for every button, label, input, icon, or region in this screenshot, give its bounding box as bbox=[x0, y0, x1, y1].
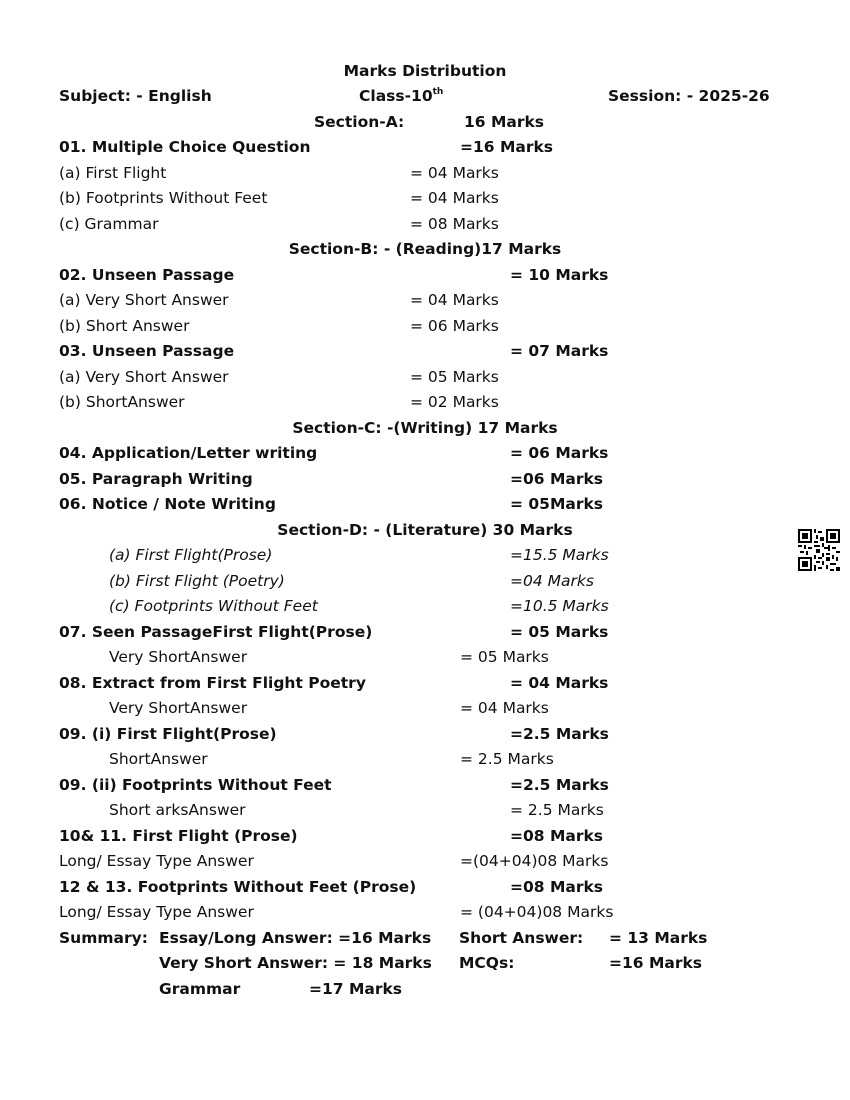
q3-item-b-marks: = 02 Marks bbox=[410, 393, 499, 411]
d-split-c-marks: =10.5 Marks bbox=[510, 597, 609, 615]
q10-sub: Long/ Essay Type Answer bbox=[59, 852, 254, 870]
q4-label: 04. Application/Letter writing bbox=[59, 444, 318, 462]
summary-grammar-marks: =17 Marks bbox=[309, 980, 403, 998]
q8-sub-marks: = 04 Marks bbox=[460, 699, 549, 717]
summary-mcq-label: MCQs: bbox=[459, 954, 515, 972]
q9ii-sub-marks: = 2.5 Marks bbox=[510, 801, 604, 819]
q9i-marks: =2.5 Marks bbox=[510, 725, 609, 743]
summary-short-marks: = 13 Marks bbox=[609, 929, 708, 947]
q2-item-a-marks: = 04 Marks bbox=[410, 291, 499, 309]
subject-label: Subject: - English bbox=[59, 87, 212, 105]
q2-item-a: (a) Very Short Answer bbox=[59, 291, 229, 309]
q12-sub: Long/ Essay Type Answer bbox=[59, 903, 254, 921]
q3-label: 03. Unseen Passage bbox=[59, 342, 235, 360]
q2-marks: = 10 Marks bbox=[510, 266, 609, 284]
q5-label: 05. Paragraph Writing bbox=[59, 470, 253, 488]
q10-label: 10& 11. First Flight (Prose) bbox=[59, 827, 298, 845]
q4-marks: = 06 Marks bbox=[510, 444, 609, 462]
summary-grammar-label: Grammar bbox=[159, 980, 241, 998]
summary-mcq-marks: =16 Marks bbox=[609, 954, 703, 972]
q7-marks: = 05 Marks bbox=[510, 623, 609, 641]
q8-label: 08. Extract from First Flight Poetry bbox=[59, 674, 366, 692]
q7-sub-marks: = 05 Marks bbox=[460, 648, 549, 666]
q1-item-c: (c) Grammar bbox=[59, 215, 159, 233]
q1-item-b: (b) Footprints Without Feet bbox=[59, 189, 268, 207]
q3-marks: = 07 Marks bbox=[510, 342, 609, 360]
q12-marks: =08 Marks bbox=[510, 878, 604, 896]
q5-marks: =06 Marks bbox=[510, 470, 604, 488]
q6-marks: = 05Marks bbox=[510, 495, 604, 513]
section-b-heading: Section-B: - (Reading)17 Marks bbox=[288, 240, 562, 258]
d-split-b-marks: =04 Marks bbox=[510, 572, 594, 590]
d-split-c: (c) Footprints Without Feet bbox=[109, 597, 318, 615]
q2-item-b: (b) Short Answer bbox=[59, 317, 190, 335]
q1-item-a-marks: = 04 Marks bbox=[410, 164, 499, 182]
q3-item-a: (a) Very Short Answer bbox=[59, 368, 229, 386]
q7-sub: Very ShortAnswer bbox=[109, 648, 248, 666]
section-a-heading: Section-A: bbox=[314, 113, 405, 131]
d-split-a: (a) First Flight(Prose) bbox=[109, 546, 273, 564]
section-c-heading: Section-C: -(Writing) 17 Marks bbox=[292, 419, 558, 437]
section-d-heading: Section-D: - (Literature) 30 Marks bbox=[277, 521, 573, 539]
q2-item-b-marks: = 06 Marks bbox=[410, 317, 499, 335]
q1-item-b-marks: = 04 Marks bbox=[410, 189, 499, 207]
q9i-sub: ShortAnswer bbox=[109, 750, 208, 768]
q1-item-a: (a) First Flight bbox=[59, 164, 167, 182]
q10-sub-marks: =(04+04)08 Marks bbox=[460, 852, 609, 870]
q1-marks: =16 Marks bbox=[460, 138, 554, 156]
q9ii-sub: Short arksAnswer bbox=[109, 801, 246, 819]
q12-sub-marks: = (04+04)08 Marks bbox=[460, 903, 614, 921]
q3-item-b: (b) ShortAnswer bbox=[59, 393, 185, 411]
q6-label: 06. Notice / Note Writing bbox=[59, 495, 276, 513]
q8-marks: = 04 Marks bbox=[510, 674, 609, 692]
q1-label: 01. Multiple Choice Question bbox=[59, 138, 311, 156]
q9i-label: 09. (i) First Flight(Prose) bbox=[59, 725, 277, 743]
q9ii-marks: =2.5 Marks bbox=[510, 776, 609, 794]
q9ii-label: 09. (ii) Footprints Without Feet bbox=[59, 776, 332, 794]
summary-label: Summary: bbox=[59, 929, 148, 947]
summary-short-label: Short Answer: bbox=[459, 929, 584, 947]
q10-marks: =08 Marks bbox=[510, 827, 604, 845]
d-split-b: (b) First Flight (Poetry) bbox=[109, 572, 285, 590]
summary-essay: Essay/Long Answer: =16 Marks bbox=[159, 929, 432, 947]
q7-label: 07. Seen PassageFirst Flight(Prose) bbox=[59, 623, 373, 641]
class-label: Class-10th bbox=[359, 86, 444, 105]
page-title: Marks Distribution bbox=[343, 62, 507, 80]
q9i-sub-marks: = 2.5 Marks bbox=[460, 750, 554, 768]
q3-item-a-marks: = 05 Marks bbox=[410, 368, 499, 386]
q12-label: 12 & 13. Footprints Without Feet (Prose) bbox=[59, 878, 417, 896]
d-split-a-marks: =15.5 Marks bbox=[510, 546, 609, 564]
session-label: Session: - 2025-26 bbox=[608, 87, 770, 105]
section-a-marks: 16 Marks bbox=[464, 113, 545, 131]
qr-code-icon bbox=[798, 529, 840, 571]
summary-very-short: Very Short Answer: = 18 Marks bbox=[159, 954, 432, 972]
q1-item-c-marks: = 08 Marks bbox=[410, 215, 499, 233]
q8-sub: Very ShortAnswer bbox=[109, 699, 248, 717]
q2-label: 02. Unseen Passage bbox=[59, 266, 235, 284]
